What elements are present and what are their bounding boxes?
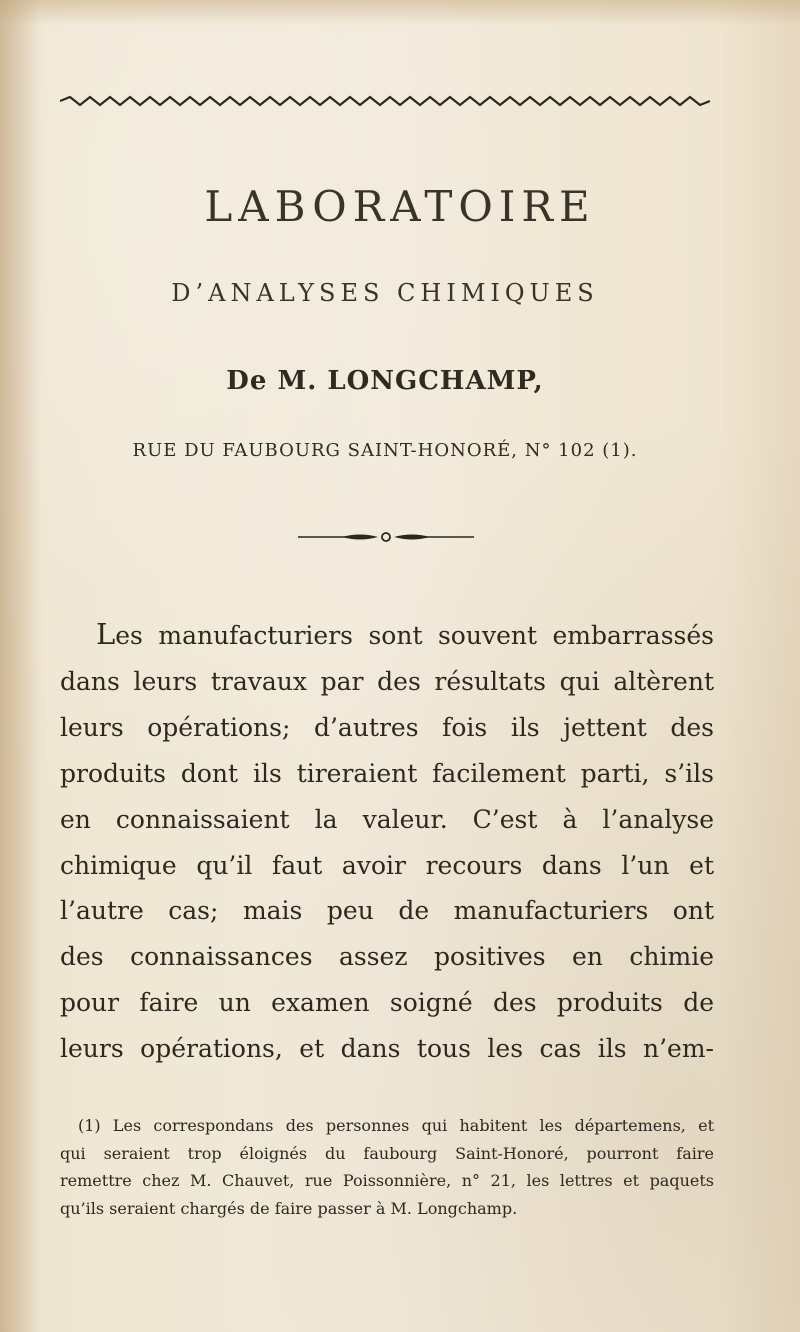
footnote [60,1112,714,1222]
drop-cap: L [96,617,116,651]
paragraph-line-text: es manufacturiers sont souvent embarrassés [115,621,714,650]
top-ornament-rule [60,94,710,108]
footnote-line: qu’ils seraient chargés de faire passer à M. Longchamp. [60,1198,518,1218]
paragraph-line: leurs opérations, et dans tous les cas ils n’em- [60,1034,714,1064]
footnote-line: (1) Les correspondans des personnes qui habitent les départemens, et [78,1116,714,1135]
address-line: RUE DU FAUBOURG SAINT-HONORÉ, N° 102 (1). [132,440,638,461]
footnote-line: qui seraient trop éloignés du faubourg Saint-Honoré, pourront faire [60,1143,714,1163]
author-line: De M. LONGCHAMP, [226,366,544,396]
section-divider-ornament [298,528,474,546]
page-subtitle: D’ANALYSES CHIMIQUES [171,279,599,307]
paragraph-line: dans leurs travaux par des résultats qui altèrent [60,666,714,696]
paragraph-line: en connaissaient la valeur. C’est à l’analyse [60,804,714,834]
paragraph-line [60,612,714,659]
paragraph-line: des connaissances assez positives en chimie [60,942,714,972]
page-top-edge [0,0,800,26]
paragraph-line: l’autre cas; mais peu de manufacturiers ont [60,896,714,926]
paragraph-line: chimique qu’il faut avoir recours dans l’un et [60,850,714,880]
paragraph-line: pour faire un examen soigné des produits de [60,988,714,1018]
page-title: LABORATOIRE [204,182,596,231]
paragraph-line: leurs opérations; d’autres fois ils jettent des [60,712,714,742]
main-paragraph [60,612,714,1072]
paragraph-line: produits dont ils tireraient facilement parti, s’ils [60,758,714,788]
footnote-line: remettre chez M. Chauvet, rue Poissonnière, n° 21, les lettres et paquets [60,1171,714,1190]
